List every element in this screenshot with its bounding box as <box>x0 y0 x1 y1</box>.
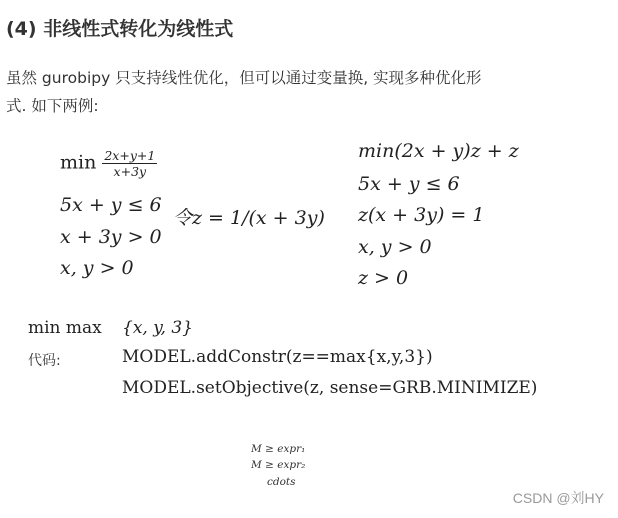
code-line-set-objective: MODEL.setObjective(z, sense=GRB.MINIMIZE) <box>122 378 538 398</box>
intro-line-2: 式. 如下两例: <box>6 97 99 115</box>
csdn-watermark: CSDN @刘HY <box>512 490 604 506</box>
example1-constraint: x + 3y > 0 <box>60 226 162 248</box>
small-formula-line: cdots <box>267 476 296 488</box>
example1-constraint: 5x + y ≤ 6 <box>60 194 162 216</box>
example2-constraint: x, y > 0 <box>358 236 432 258</box>
minmax-label: min max <box>28 318 102 338</box>
fraction-denominator: x+3y <box>113 164 147 179</box>
example2-constraint: z(x + 3y) = 1 <box>358 204 485 226</box>
code-label: 代码: <box>28 353 61 369</box>
example1-objective <box>60 148 157 179</box>
code-line-add-constr: MODEL.addConstr(z==max{x,y,3}) <box>122 347 433 367</box>
intro-line-1: 虽然 gurobipy 只支持线性优化，但可以通过变量换, 实现多种优化形 <box>6 69 482 87</box>
small-formula-line: M ≥ expr₂ <box>251 459 306 471</box>
min-operator: min <box>60 151 97 174</box>
example1-constraint: x, y > 0 <box>60 257 134 279</box>
substitution-expression: 令z = 1/(x + 3y) <box>173 207 325 229</box>
section-heading: (4) 非线性式转化为线性式 <box>6 18 234 40</box>
small-formula-line: M ≥ expr₁ <box>251 443 306 455</box>
fraction-numerator: 2x+y+1 <box>104 148 156 163</box>
minmax-set: {x, y, 3} <box>122 318 193 338</box>
example2-objective: min(2x + y)z + z <box>358 140 519 162</box>
example2-constraint: 5x + y ≤ 6 <box>358 173 460 195</box>
example2-constraint: z > 0 <box>358 267 409 289</box>
objective-fraction <box>102 148 157 179</box>
